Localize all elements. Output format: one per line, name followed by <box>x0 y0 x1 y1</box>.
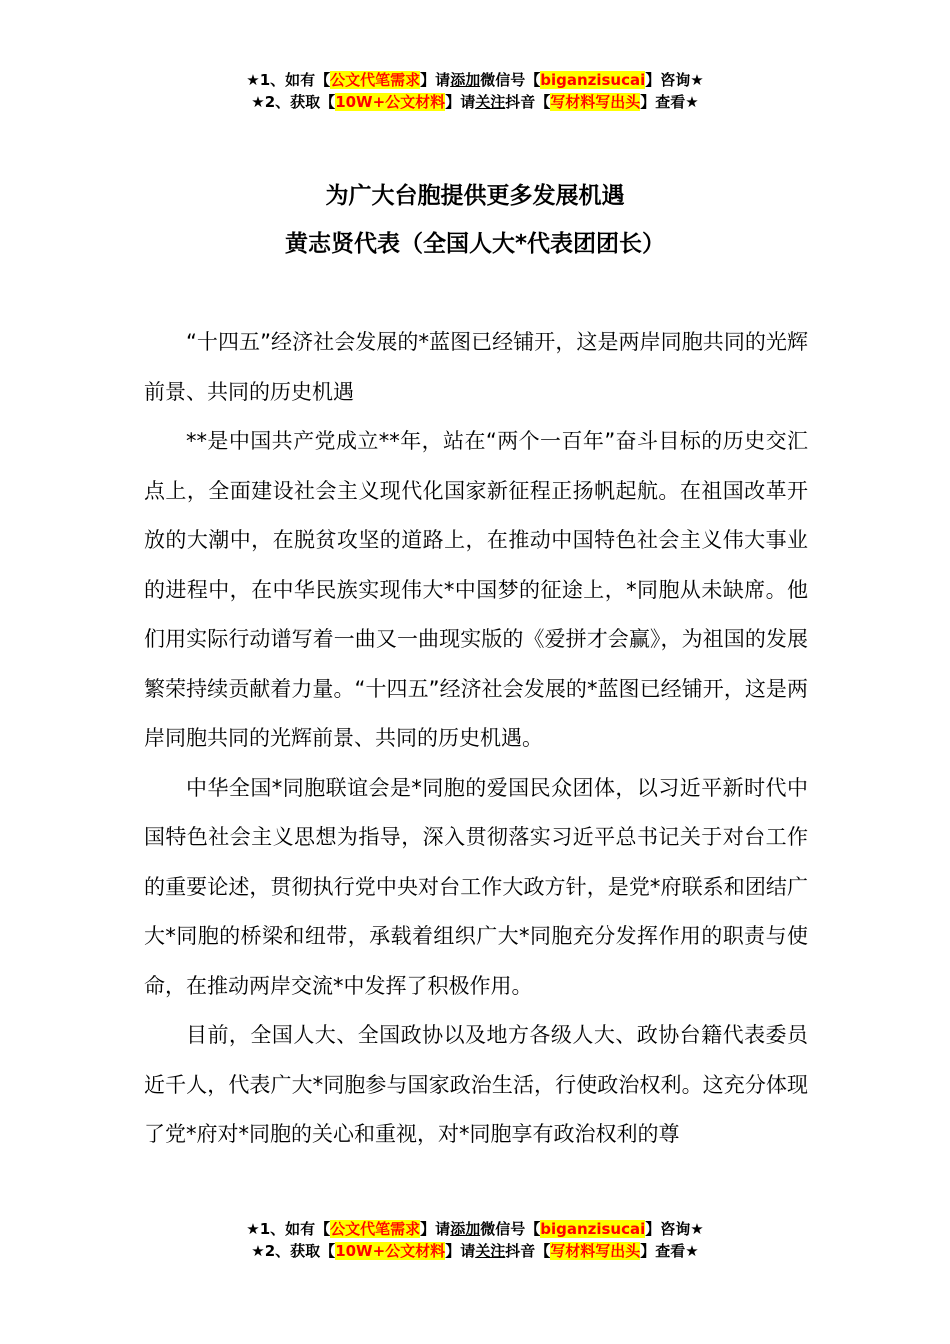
promo-highlight-materials: 10W+公文材料 <box>335 93 446 111</box>
document-heading <box>0 172 950 268</box>
promo-line-1-mid2: 微信号【 <box>480 71 541 89</box>
body-paragraph-3: 中华全国*同胞联谊会是*同胞的爱国民众团体，以习近平新时代中国特色社会主义思想为指导，深入贯彻落实习近平总书记关于对台工作的重要论述，贯彻执行党中央对台工作大政方针，是党*府联系和团结广大*同胞的桥梁和纽带，承载着组织广大*同胞充分发挥作用的职责与使命，在推动两岸交流*中发挥了积极作用。 <box>144 775 808 998</box>
promo-line-1 <box>0 69 950 91</box>
promo-line-1-prefix: ★1、如有【 <box>246 71 331 89</box>
promo-footer-line-1-mid: 】请 <box>420 1220 451 1238</box>
document-body <box>144 318 808 1160</box>
promo-footer-highlight-douyin-account: 写材料写出头 <box>550 1242 641 1260</box>
promo-highlight-writing-service: 公文代笔需求 <box>330 71 421 89</box>
promo-footer-line-2-suffix: 】查看★ <box>640 1242 699 1260</box>
promo-line-2-mid: 】请 <box>445 93 476 111</box>
promo-line-2-suffix: 】查看★ <box>640 93 699 111</box>
promo-footer <box>0 1218 950 1262</box>
promo-underlined-add: 添加 <box>450 71 481 89</box>
promo-header <box>0 69 950 113</box>
promo-footer-line-1-prefix: ★1、如有【 <box>246 1220 331 1238</box>
promo-footer-line-2 <box>0 1240 950 1262</box>
promo-footer-underlined-follow: 关注 <box>475 1242 506 1260</box>
promo-footer-line-1-mid2: 微信号【 <box>480 1220 541 1238</box>
promo-underlined-follow: 关注 <box>475 93 506 111</box>
promo-footer-line-1-suffix: 】咨询★ <box>645 1220 704 1238</box>
body-paragraph-4: 目前，全国人大、全国政协以及地方各级人大、政协台籍代表委员近千人，代表广大*同胞参与国家政治生活，行使政治权利。这充分体现了党*府对*同胞的关心和重视，对*同胞享有政治权利的尊 <box>144 1023 808 1146</box>
promo-line-1-mid: 】请 <box>420 71 451 89</box>
promo-highlight-wechat-id: biganzisucai <box>540 71 646 89</box>
promo-footer-highlight-writing-service: 公文代笔需求 <box>330 1220 421 1238</box>
promo-line-1-suffix: 】咨询★ <box>645 71 704 89</box>
document-subtitle: 黄志贤代表（全国人大*代表团团长） <box>284 231 666 257</box>
promo-footer-highlight-materials: 10W+公文材料 <box>335 1242 446 1260</box>
body-paragraph-2: **是中国共产党成立**年，站在“两个一百年”奋斗目标的历史交汇点上，全面建设社会主义现代化国家新征程正扬帆起航。在祖国改革开放的大潮中，在脱贫攻坚的道路上，在推动中国特色社会主义伟大事业的进程中，在中华民族实现伟大*中国梦的征途上，*同胞从未缺席。他们用实际行动谱写着一曲又一曲现实版的《爱拼才会赢》，为祖国的发展繁荣持续贡献着力量。“十四五”经济社会发展的*蓝图已经铺开，这是两岸同胞共同的光辉前景、共同的历史机遇。 <box>144 429 808 750</box>
promo-footer-line-2-mid: 】请 <box>445 1242 476 1260</box>
document-title: 为广大台胞提供更多发展机遇 <box>325 183 625 209</box>
promo-line-2-prefix: ★2、获取【 <box>251 93 336 111</box>
promo-footer-underlined-add: 添加 <box>450 1220 481 1238</box>
promo-footer-line-2-prefix: ★2、获取【 <box>251 1242 336 1260</box>
promo-footer-line-2-mid2: 抖音【 <box>505 1242 551 1260</box>
promo-line-2 <box>0 91 950 113</box>
promo-highlight-douyin-account: 写材料写出头 <box>550 93 641 111</box>
promo-footer-highlight-wechat-id: biganzisucai <box>540 1220 646 1238</box>
promo-footer-line-1 <box>0 1218 950 1240</box>
body-paragraph-1: “十四五”经济社会发展的*蓝图已经铺开，这是两岸同胞共同的光辉前景、共同的历史机遇 <box>144 330 808 404</box>
promo-line-2-mid2: 抖音【 <box>505 93 551 111</box>
